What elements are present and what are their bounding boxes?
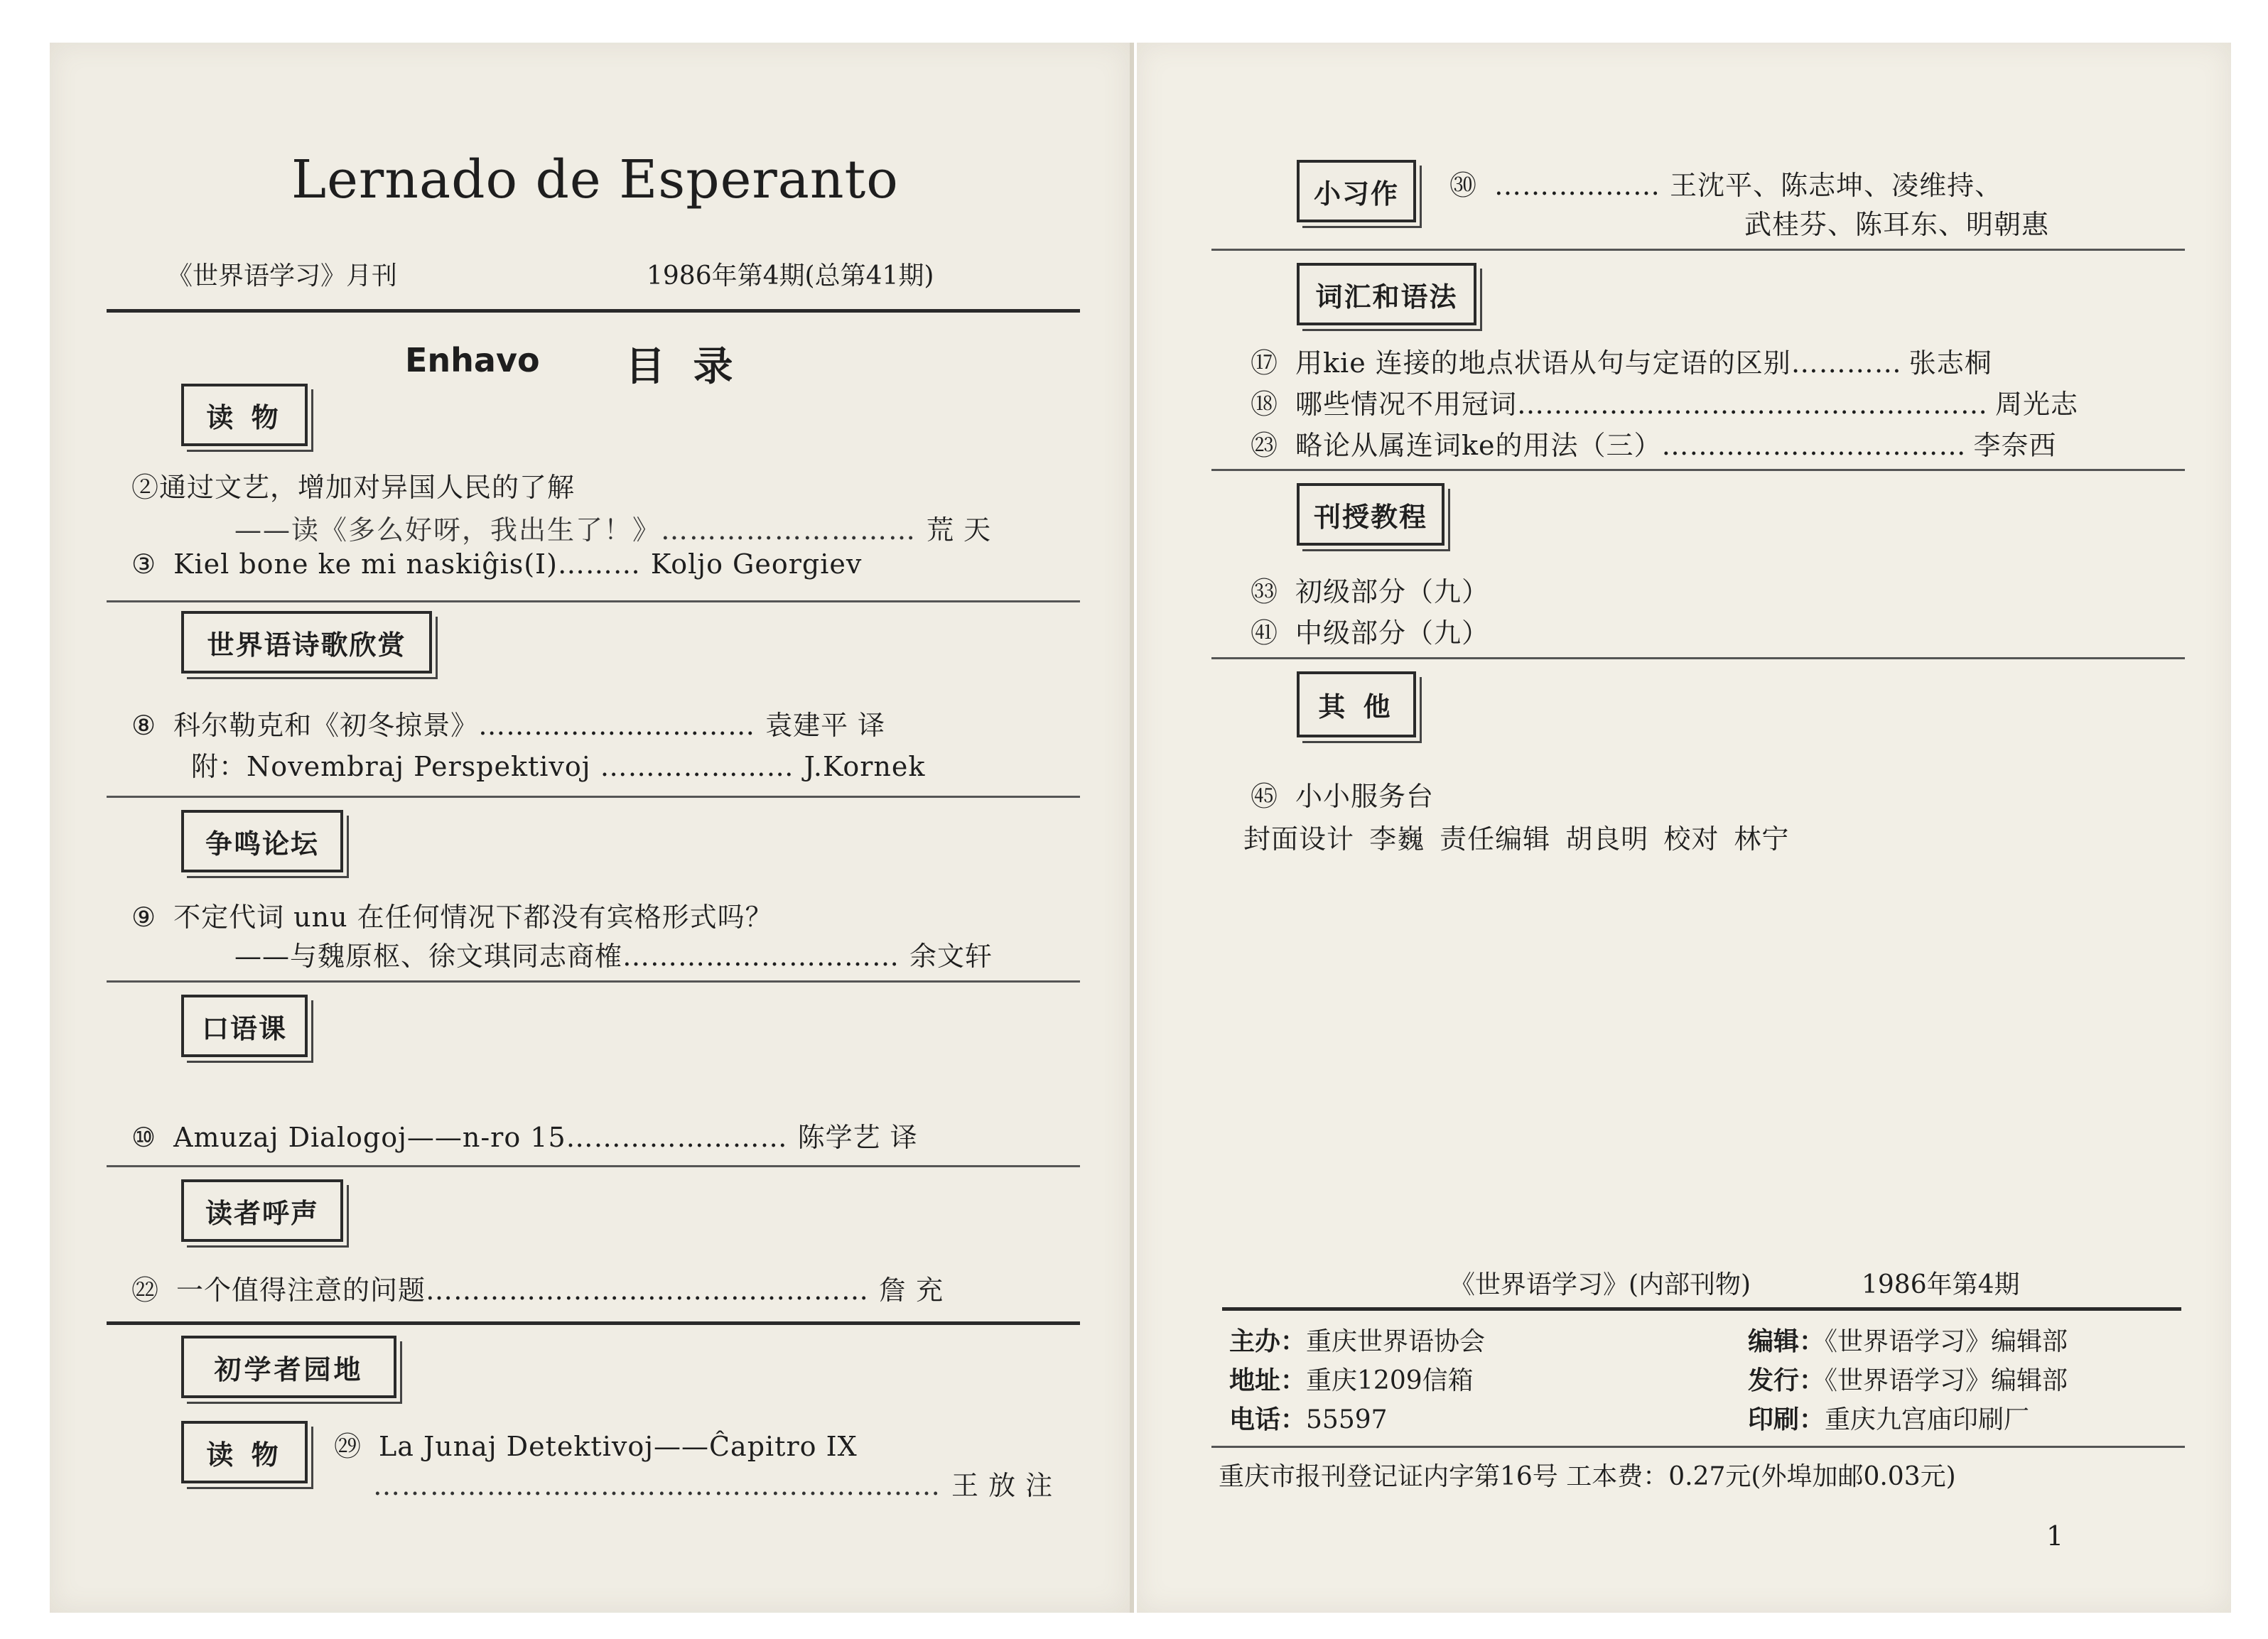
toc-entry[interactable]: …………………………………………………… 王 放 注 [373,1470,1054,1501]
toc-entry[interactable]: 附：Novembraj Perspektivoj ………………… J.Kornek [191,751,926,782]
toc-author: 陈学艺 译 [797,1122,918,1153]
section-divider [1211,469,2185,471]
section-divider [107,796,1080,798]
toc-entry[interactable]: ㊶ 中级部分（九） [1251,617,1490,649]
section-label-poetry: 世界语诗歌欣赏 [181,611,432,674]
section-label-other: 其 他 [1297,671,1416,737]
toc-entry[interactable]: ⑨ 不定代词 unu 在任何情况下都没有宾格形式吗？ [131,902,773,933]
toc-author: 余文轩 [909,941,993,972]
section-label-reading: 读 物 [181,384,308,446]
toc-author: 詹 充 [879,1275,944,1306]
toc-entry[interactable]: ②通过文艺，增加对异国人民的了解 [131,472,576,503]
magazine-subtitle: 《世界语学习》月刊 [167,261,398,291]
publisher-issuer: 发行：《世界语学习》编辑部 [1748,1366,2068,1395]
section-label-course: 刊授教程 [1297,483,1444,546]
section-divider [1211,657,2185,659]
toc-entry[interactable]: ㉚ ……………… 王沈平、陈志坤、凌维持、 [1449,170,2003,201]
left-page [50,43,1134,1613]
title-divider [107,309,1080,313]
section-divider [107,1321,1080,1325]
section-label-composition: 小习作 [1297,160,1416,222]
toc-author: 王 放 注 [951,1470,1054,1501]
section-divider [1211,249,2185,251]
contents-heading-zh: 目 录 [625,344,740,390]
toc-entry[interactable]: ⑱ 哪些情况不用冠词…………………………………………… 周光志 [1251,389,2079,420]
page-number: ② [131,472,160,503]
publisher-phone: 电话：55597 [1229,1405,1388,1434]
footer-title: 《世界语学习》(内部刊物) [1449,1270,1751,1299]
section-divider [107,600,1080,602]
toc-author: J.Kornek [804,751,926,782]
toc-entry[interactable]: ——与魏原枢、徐文琪同志商榷………………………… 余文轩 [234,941,993,972]
toc-author: 张志桐 [1908,347,1992,379]
toc-entry[interactable]: ⑩ Amuzaj Dialogoj——n-ro 15…………………… 陈学艺 译 [131,1122,918,1153]
page-number: 1 [2046,1520,2064,1552]
registration-line: 重庆市报刊登记证内字第16号 工本费：0.27元(外埠加邮0.03元) [1219,1462,1956,1491]
toc-entry[interactable]: ㉙ La Junaj Detektivoj——Ĉapitro IX [334,1431,858,1462]
contents-heading-eo: Enhavo [405,341,540,379]
toc-entry[interactable]: ⑰ 用kie 连接的地点状语从句与定语的区别………… 张志桐 [1251,347,1992,379]
toc-author: 李奈西 [1973,430,2057,461]
toc-entry[interactable]: ——读《多么好呀，我出生了！》……………………… 荒 天 [234,514,992,546]
footer-issue: 1986年第4期 [1862,1270,2020,1299]
toc-author: 荒 天 [927,514,992,546]
publisher-printer: 印刷：重庆九宫庙印刷厂 [1748,1405,2030,1434]
issue-number: 1986年第4期(总第41期) [647,261,934,291]
section-sublabel-reading: 读 物 [181,1421,308,1483]
toc-author: 周光志 [1995,389,2079,420]
section-label-forum: 争鸣论坛 [181,810,343,872]
section-divider [107,980,1080,983]
footer-divider [1222,1307,2181,1311]
right-page [1137,43,2231,1613]
toc-entry[interactable]: ㉓ 略论从属连词ke的用法（三）…………………………… 李奈西 [1251,430,2057,461]
section-label-spoken: 口语课 [181,995,308,1057]
toc-entry[interactable]: ㉝ 初级部分（九） [1251,576,1490,607]
toc-entry[interactable]: ㉒ 一个值得注意的问题………………………………………… 詹 充 [131,1275,944,1306]
footer-divider-2 [1211,1446,2185,1448]
toc-entry-continued: 武桂芬、陈耳东、明朝惠 [1744,209,2050,240]
publisher-editor: 编辑：《世界语学习》编辑部 [1748,1327,2068,1356]
section-label-vocab: 词汇和语法 [1297,263,1476,325]
toc-author: Koljo Georgiev [650,548,863,580]
toc-entry[interactable]: ③ Kiel bone ke mi naskiĝis(I)……… Koljo Georgiev [131,548,863,580]
publisher-host: 主办：重庆世界语协会 [1229,1327,1486,1356]
toc-entry[interactable]: ㊺ 小小服务台 [1251,781,1435,812]
toc-entry[interactable]: ⑧ 科尔勒克和《初冬掠景》………………………… 袁建平 译 [131,710,886,741]
credits-line: 封面设计 李巍 责任编辑 胡良明 校对 林宁 [1243,823,1790,855]
publisher-address: 地址：重庆1209信箱 [1229,1366,1474,1395]
magazine-title: Lernado de Esperanto [291,149,899,210]
section-divider [107,1165,1080,1167]
toc-author: 袁建平 译 [765,710,886,741]
section-label-readers: 读者呼声 [181,1179,343,1242]
section-label-beginners: 初学者园地 [181,1336,396,1398]
